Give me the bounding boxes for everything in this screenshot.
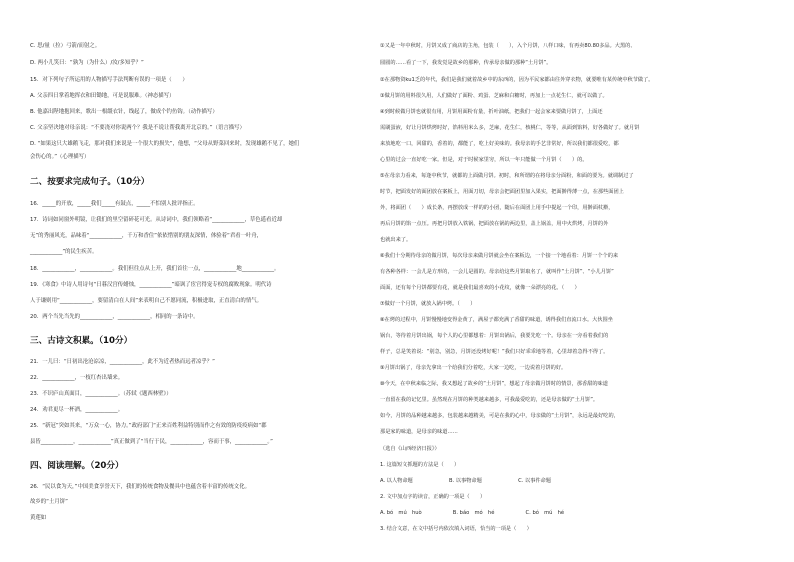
- text-line: C. 父亲坚决地对母亲说：“不要浇对你说两个？我是不说让帮我离开北京的。”（语言描写）: [30, 125, 245, 131]
- text-line: D. 两小儿笑曰：“孰为（为什么）/汝/多知乎？”: [30, 60, 144, 66]
- section-heading: 三、古诗文积累。（10分）: [30, 336, 133, 346]
- text-line: ④到时候做月饼也就很有用，月饼用面粉有量，折叶油纸，把我们一起会家来要做月饼了，上面还: [380, 109, 603, 115]
- text-line: ⑤在母亲力看来，每逢中秋节，就都的上面做月饼。初时，和所谓的在将母亲分面粉，和面的要为。就调制过了: [380, 173, 634, 179]
- text-line: 1. 这篇短文抓题的方法是（ ）: [380, 462, 460, 468]
- text-line: D. “如果这只大雄鹅飞走，那对我们来说是一个很大的损失”，他想，“父母从野菜回来时，发现雄鹅不见了，她们: [30, 141, 300, 147]
- text-line: （选自《山西经济日报》）: [380, 446, 440, 452]
- text-line: ⑦做好一个月饼，就放入锅中烤。（ ）: [380, 301, 476, 307]
- text-line: 17．诗词如同窗外明镜，让我们的里空留碎花可光。从诗词中，我们领略着“____________，草色遥看近却: [30, 217, 283, 223]
- text-line: 16．_____的开放，_____我们_____有鼓点，_____不怕别人批评指正。: [30, 201, 199, 207]
- text-line: 圆圆的……看了一下，我发觉是故乡的那种，传承母亲做的那种“土月饼”。: [380, 60, 552, 66]
- text-line: 一直留在我的记忆里。虽然现在月饼的种类越来越多，可我最爱吃的，还是母亲做的“土月饼”。: [380, 397, 599, 403]
- text-line: 有各种各样：一会儿是方形的，一会儿是圆的。母亲给这些月饼取名了，就叫作“土月饼”、“小儿月饼”: [380, 269, 614, 275]
- text-line: ⑥我们十分期待母亲的做月饼，每次母亲来做月饼就会坐在案板边，一个接一个地看着：月饼一个个的来: [380, 253, 619, 259]
- text-line: 再后月饼的馅一点压。再把月饼放入铁锅，把面放在锅的两边里，盖上锅盖，用中火烘烤，月饼的外: [380, 221, 609, 227]
- text-line: ③做月饼的用料很久用，人们做好了面粉、鸡蛋、芝麻和白糖时，再加上一点花生仁，就可以做了。: [380, 93, 608, 99]
- text-line: 18．____________，____________。我们但往点从上开，我们首往一点，____________地____________。: [30, 266, 280, 272]
- text-line: 心里的过会一直好吃一家。但是，对于时候家里穷，所以一年只能做一个月饼（ ）的。: [380, 157, 588, 163]
- text-line: 那是家的味道，是母亲的味道……: [380, 429, 458, 435]
- text-line: 锅台，等待着月饼出锅，每个人的心里都想着：月饼出锅后，我要先吃一个。母亲在一旁看着我们的: [380, 333, 609, 339]
- text-line: 故乡的“土月饼”: [30, 499, 68, 505]
- text-line: 24．劝君更尽一杯酒，____________。: [30, 407, 124, 413]
- text-line: 面面，还有每个月饼都要有花，就是我们最喜欢的小花纹，就像一朵漂亮的花。（ ）: [380, 285, 580, 291]
- text-line: 也就出来了。: [380, 237, 412, 243]
- text-line: 20．两个当先当先的____________，____________，相同的一条诗中。: [30, 314, 199, 320]
- text-line: 县皆____________，____________”真正做到了“当行于民，____________，容而于事，____________。”: [30, 439, 273, 445]
- text-line: ②在那物资ku1乏的年代，我们是我们就着故乡中的东西的，因为平民家都由往外穿衣物，就要唯有某传统中秋节做了。: [380, 77, 654, 83]
- text-line: B. 他嘉出陛地抱回来，歌出一根缰衣针，线起了，做成个钓鱼钩。（动作描写）: [30, 109, 218, 115]
- text-line: 26．“民以食为天，”中国美食享誉天下，我们的传统食物及餐具中也蕴含着丰富的传统文化。: [30, 484, 250, 490]
- text-line: 19．《寒食》中诗人用诗句“日暮汉宫传蜡烛，____________”暗讽了宦官得宠专权的腐败现象。明代诗: [30, 282, 272, 288]
- text-line: 23．不识庐山真面目，____________。（苏轼《题西林壁》）: [30, 391, 172, 397]
- text-line: 25．“新冠”突如其来，“万众一心，协力。”政府部门“正来百姓利益特别而作之有效的防疫疫病如“郡: [30, 423, 267, 429]
- text-line: ①又是一年中秋时，月饼又成了商店的主角，包装（ ），入个月饼，八样口味，有再卖80.80多品。大黑的、: [380, 43, 636, 49]
- text-line: 需刷蛋液，好让月饼烘烤时好，馅料用米么多，芝麻，花生仁，核桃仁，等等，从面到馅料，好各做好了。就月饼: [380, 125, 640, 131]
- text-line: 会伤心的。”（心理描写）: [30, 154, 90, 160]
- text-line: ⑧在烤的过程中，月饼慢慢地变得金黄了，满屋子都充满了香甜的味道，诱得我们直流口水。大伙围坐: [380, 317, 613, 323]
- text-line: ____________”的民生疾苦。: [30, 249, 98, 255]
- text-line: 人于谦则用“____________，要留清白在人间”来表明自己不愿同流，积极进取，正直清白的情气。: [30, 298, 262, 304]
- text-line: 外，将面团（ ）成长条，再摆放成一样的的小团，随后在面团上用手中提起一个印，用擀面杖擀，: [380, 205, 614, 211]
- section-heading: 四、阅读理解。（20分）: [30, 461, 124, 471]
- text-line: 21．一儿曰：“日初出沧沧凉凉，____________，此不为近者热而远者凉乎？”: [30, 359, 215, 365]
- text-line: 样子，总是笑着说：“别急，别急，月饼还没烤好呢！”我们只好乖乖地等着，心里却着急得不得了。: [380, 349, 609, 355]
- text-line: C. 思/量（拉）弓箭/而射之。: [30, 43, 101, 49]
- text-line: 15．对下列句子所运用的人物描写手法判断有误的一项是（ ）: [30, 77, 188, 83]
- text-line: A. bó mú huò B. báo mó hé C. bó mú hé: [380, 510, 565, 516]
- text-line: 时节，把面发好的面团放在案板上，用面刀切，母亲会把面团里加入果实，把面擀得薄一点，在那些面团上: [380, 189, 624, 195]
- text-line: 无”的秀丽风光，品味着“____________，千万和香住”依依惜别的朋友深情，体验着“君看一叶舟，: [30, 233, 263, 239]
- text-line: A. 父亲四日掌着地挥衣和田锄地，可是说服难。（神态描写）: [30, 93, 175, 99]
- text-line: 22．____________，一枝红杏出墙来。: [30, 375, 124, 381]
- text-line: 如今，月饼的品种越来越多，包装越来越精美，可是在我的心中，母亲做的“土月饼”，永远是最好吃的，: [380, 413, 619, 419]
- text-line: 黄莲如: [30, 515, 47, 521]
- text-line: 3. 结合文意，在文中括号内依次填入词语，恰当的一项是（ ）: [380, 526, 532, 532]
- section-heading: 二、按要求完成句子。（10分）: [30, 177, 150, 187]
- text-line: ⑨月饼出锅了，母亲先拿出一个给我们分着吃，大家一边吃，一边说着月饼的好。: [380, 365, 567, 371]
- text-line: 2. 文中加点字的读音，正确的一项是（ ）: [380, 494, 486, 500]
- text-line: ⑩今天，在中秋来临之际，我又想起了故乡的“土月饼”，想起了母亲做月饼时的情景，那香甜的味道: [380, 381, 608, 387]
- text-line: A. 以人物命题 B. 以事物命题 C. 以事件命题: [380, 478, 551, 484]
- text-line: 来放地吃一口，回甜的，香着的，都能了，吃上好美味的。我母亲的手艺非常好，所以我们都很爱吃，都: [380, 141, 619, 147]
